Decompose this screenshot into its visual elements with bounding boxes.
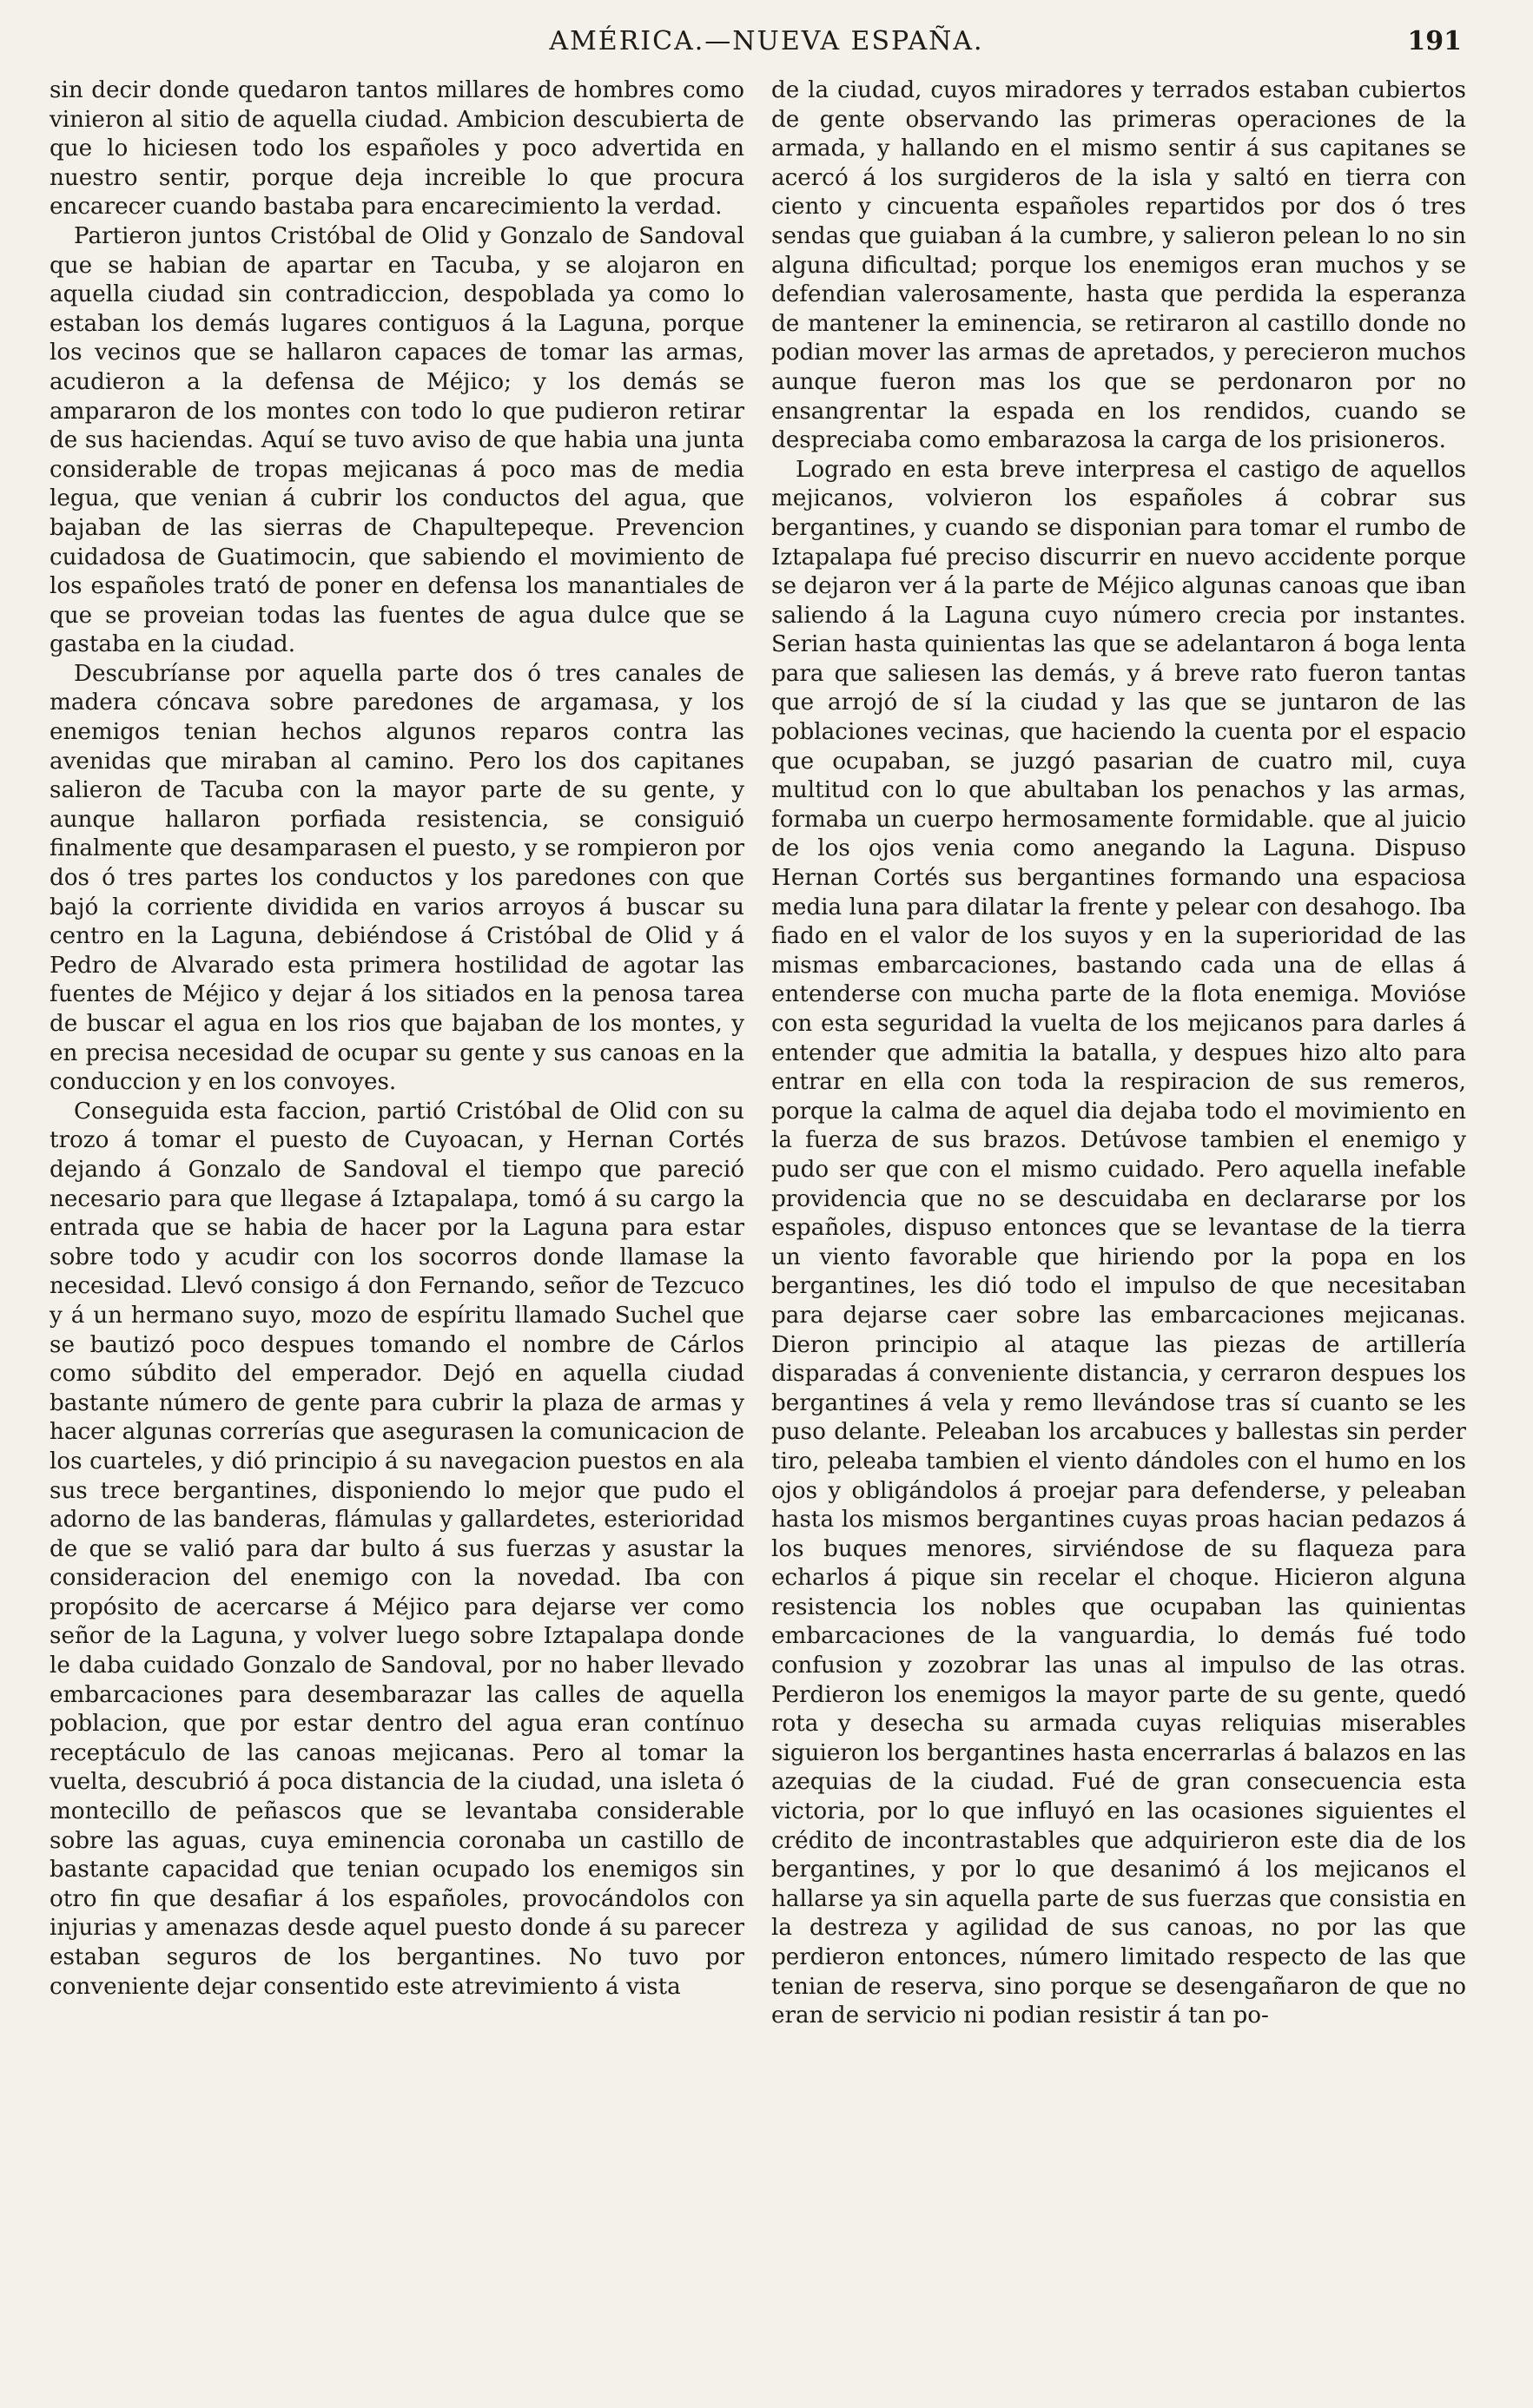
paragraph: Partieron juntos Cristóbal de Olid y Gonzalo de Sandoval que se habian de apartar en Tacuba, y se alojaron en aquella ciudad sin contradiccion, despoblada ya como lo estaban los demás lugares contiguos á la Laguna, porque los vecinos que se hallaron capaces de tomar las armas, acudieron a la defensa de Méjico; y los demás se ampararon de los montes con todo lo que pudieron retirar de sus haciendas. Aquí se tuvo aviso de que habia una junta considerable de tropas mejicanas á poco mas de media legua, que venian á cubrir los conductos del agua, que bajaban de las sierras de Chapultepeque. Prevencion cuidadosa de Guatimocin, que sabiendo el movimiento de los españoles trató de poner en defensa los manantiales de que se proveian todas las fuentes de agua dulce que se gastaba en la ciudad. [50, 222, 744, 658]
paragraph: Conseguida esta faccion, partió Cristóbal de Olid con su trozo á tomar el puesto de Cuyoacan, y Hernan Cortés dejando á Gonzalo de Sandoval el tiempo que pareció necesario para que llegase á Iztapalapa, tomó á su cargo la entrada que se habia de hacer por la Laguna para estar sobre todo y acudir con los socorros donde llamase la necesidad. Llevó consigo á don Fernando, señor de Tezcuco y á un hermano suyo, mozo de espíritu llamado Suchel que se bautizó poco despues tomando el nombre de Cárlos como súbdito del emperador. Dejó en aquella ciudad bastante número de gente para cubrir la plaza de armas y hacer algunas correrías que asegurasen la comunicacion de los cuarteles, y dió principio á su navegacion puestos en ala sus trece bergantines, disponiendo lo mejor que pudo el adorno de las banderas, flámulas y gallardetes, esterioridad de que se valió para dar bulto á sus fuerzas y asustar la consideracion del enemigo con la novedad. Iba con propósito de acercarse á Méjico para dejarse ver como señor de la Laguna, y volver luego sobre Iztapalapa donde le daba cuidado Gonzalo de Sandoval, por no haber llevado embarcaciones para desembarazar las calles de aquella poblacion, que por estar dentro del agua eran contínuo receptáculo de las canoas mejicanas. Pero al tomar la vuelta, descubrió á poca distancia de la ciudad, una isleta ó montecillo de peñascos que se levantaba considerable sobre las aguas, cuya eminencia coronaba un castillo de bastante capacidad que tenian ocupado los enemigos sin otro fin que desafiar á los españoles, provocándolos con injurias y amenazas desde aquel puesto donde á su parecer estaban seguros de los bergantines. No tuvo por conveniente dejar consentido este atrevimiento á vista [50, 1098, 744, 2000]
paragraph: Logrado en esta breve interpresa el castigo de aquellos mejicanos, volvieron los españoles á cobrar sus bergantines, y cuando se disponian para tomar el rumbo de Iztapalapa fué preciso discurrir en nuevo accidente porque se dejaron ver á la parte de Méjico algunas canoas que iban saliendo á la Laguna cuyo número crecia por instantes. Serian hasta quinientas las que se adelantaron á boga lenta para que saliesen las demás, y á breve rato fueron tantas que arrojó de sí la ciudad y las que se juntaron de las poblaciones vecinas, que haciendo la cuenta por el espacio que ocupaban, se juzgó pasarian de cuatro mil, cuya multitud con lo que abultaban los penachos y las armas, formaba un cuerpo hermosamente formidable. que al juicio de los ojos venia como anegando la Laguna. Dispuso Hernan Cortés sus bergantines formando una espaciosa media luna para dilatar la frente y pelear con desahogo. Iba fiado en el valor de los suyos y en la superioridad de las mismas embarcaciones, bastando cada una de ellas á entenderse con mucha parte de la flota enemiga. Movióse con esta seguridad la vuelta de los mejicanos para darles á entender que admitia la batalla, y despues hizo alto para entrar en ella con toda la respiracion de sus remeros, porque la calma de aquel dia dejaba todo el movimiento en la fuerza de sus brazos. Detúvose tambien el enemigo y pudo ser que con el mismo cuidado. Pero aquella inefable providencia que no se descuidaba en declararse por los españoles, dispuso entonces que se levantase de la tierra un viento favorable que hiriendo por la popa en los bergantines, les dió todo el impulso de que necesitaban para dejarse caer sobre las embarcaciones mejicanas. Dieron principio al ataque las piezas de artillería disparadas á conveniente distancia, y cerraron despues los bergantines á vela y remo llevándose tras sí cuanto se les puso delante. Peleaban los arcabuces y ballestas sin perder tiro, peleaba tambien el viento dándoles con el humo en los ojos y obligándolos á proejar para defenderse, y peleaban hasta los mismos bergantines cuyas proas hacian pedazos á los buques menores, sirviéndose de su flaqueza para echarlos á pique sin recelar el choque. Hicieron alguna resistencia los nobles que ocupaban las quinientas embarcaciones de la vanguardia, lo demás fué todo confusion y zozobrar las unas al impulso de las otras. Perdieron los enemigos la mayor parte de su gente, quedó rota y desecha su armada cuyas reliquias miserables siguieron los bergantines hasta encerrarlas á balazos en las azequias de la ciudad. Fué de gran consecuencia esta victoria, por lo que influyó en las ocasiones siguientes el crédito de incontrastables que adquirieron este dia de los bergantines, y por lo que desanimó á los mejicanos el hallarse ya sin aquella parte de sus fuerzas que consistia en la destreza y agilidad de sus canoas, no por las que perdieron entonces, número limitado respecto de las que tenian de reserva, sino porque se desengañaron de que no eran de servicio ni podian resistir á tan po- [771, 456, 1466, 2029]
page-number: 191 [1407, 26, 1462, 56]
page-header [0, 26, 1533, 69]
right-column [771, 76, 1466, 2386]
paragraph: Descubríanse por aquella parte dos ó tres canales de madera cóncava sobre paredones de argamasa, y los enemigos tenian hechos algunos reparos contra las avenidas que miraban al camino. Pero los dos capitanes salieron de Tacuba con la mayor parte de su gente, y aunque hallaron porfiada resistencia, se consiguió finalmente que desamparasen el puesto, y se rompieron por dos ó tres partes los conductos y los paredones con que bajó la corriente dividida en varios arroyos á buscar su centro en la Laguna, debiéndose á Cristóbal de Olid y á Pedro de Alvarado esta primera hostilidad de agotar las fuentes de Méjico y dejar á los sitiados en la penosa tarea de buscar el agua en los rios que bajaban de los montes, y en precisa necesidad de ocupar su gente y sus canoas en la conduccion y en los convoyes. [50, 660, 744, 1096]
paragraph: sin decir donde quedaron tantos millares de hombres como vinieron al sitio de aquella ciudad. Ambicion descubierta de que lo hiciesen todo los españoles y poco advertida en nuestro sentir, porque deja increible lo que procura encarecer cuando bastaba para encarecimiento la verdad. [50, 77, 744, 221]
paragraph: de la ciudad, cuyos miradores y terrados estaban cubiertos de gente observando las primeras operaciones de la armada, y hallando en el mismo sentir á sus capitanes se acercó á los surgideros de la isla y saltó en tierra con ciento y cincuenta españoles repartidos por dos ó tres sendas que guiaban á la cumbre, y salieron pelean lo no sin alguna dificultad; porque los enemigos eran muchos y se defendian valerosamente, hasta que perdida la esperanza de mantener la eminencia, se retiraron al castillo donde no podian mover las armas de apretados, y perecieron muchos aunque fueron mas los que se perdonaron por no ensangrentar la espada en los rendidos, cuando se despreciaba como embarazosa la carga de los prisioneros. [771, 77, 1466, 454]
running-title: AMÉRICA.—NUEVA ESPAÑA. [549, 26, 984, 56]
left-column [50, 76, 744, 2386]
